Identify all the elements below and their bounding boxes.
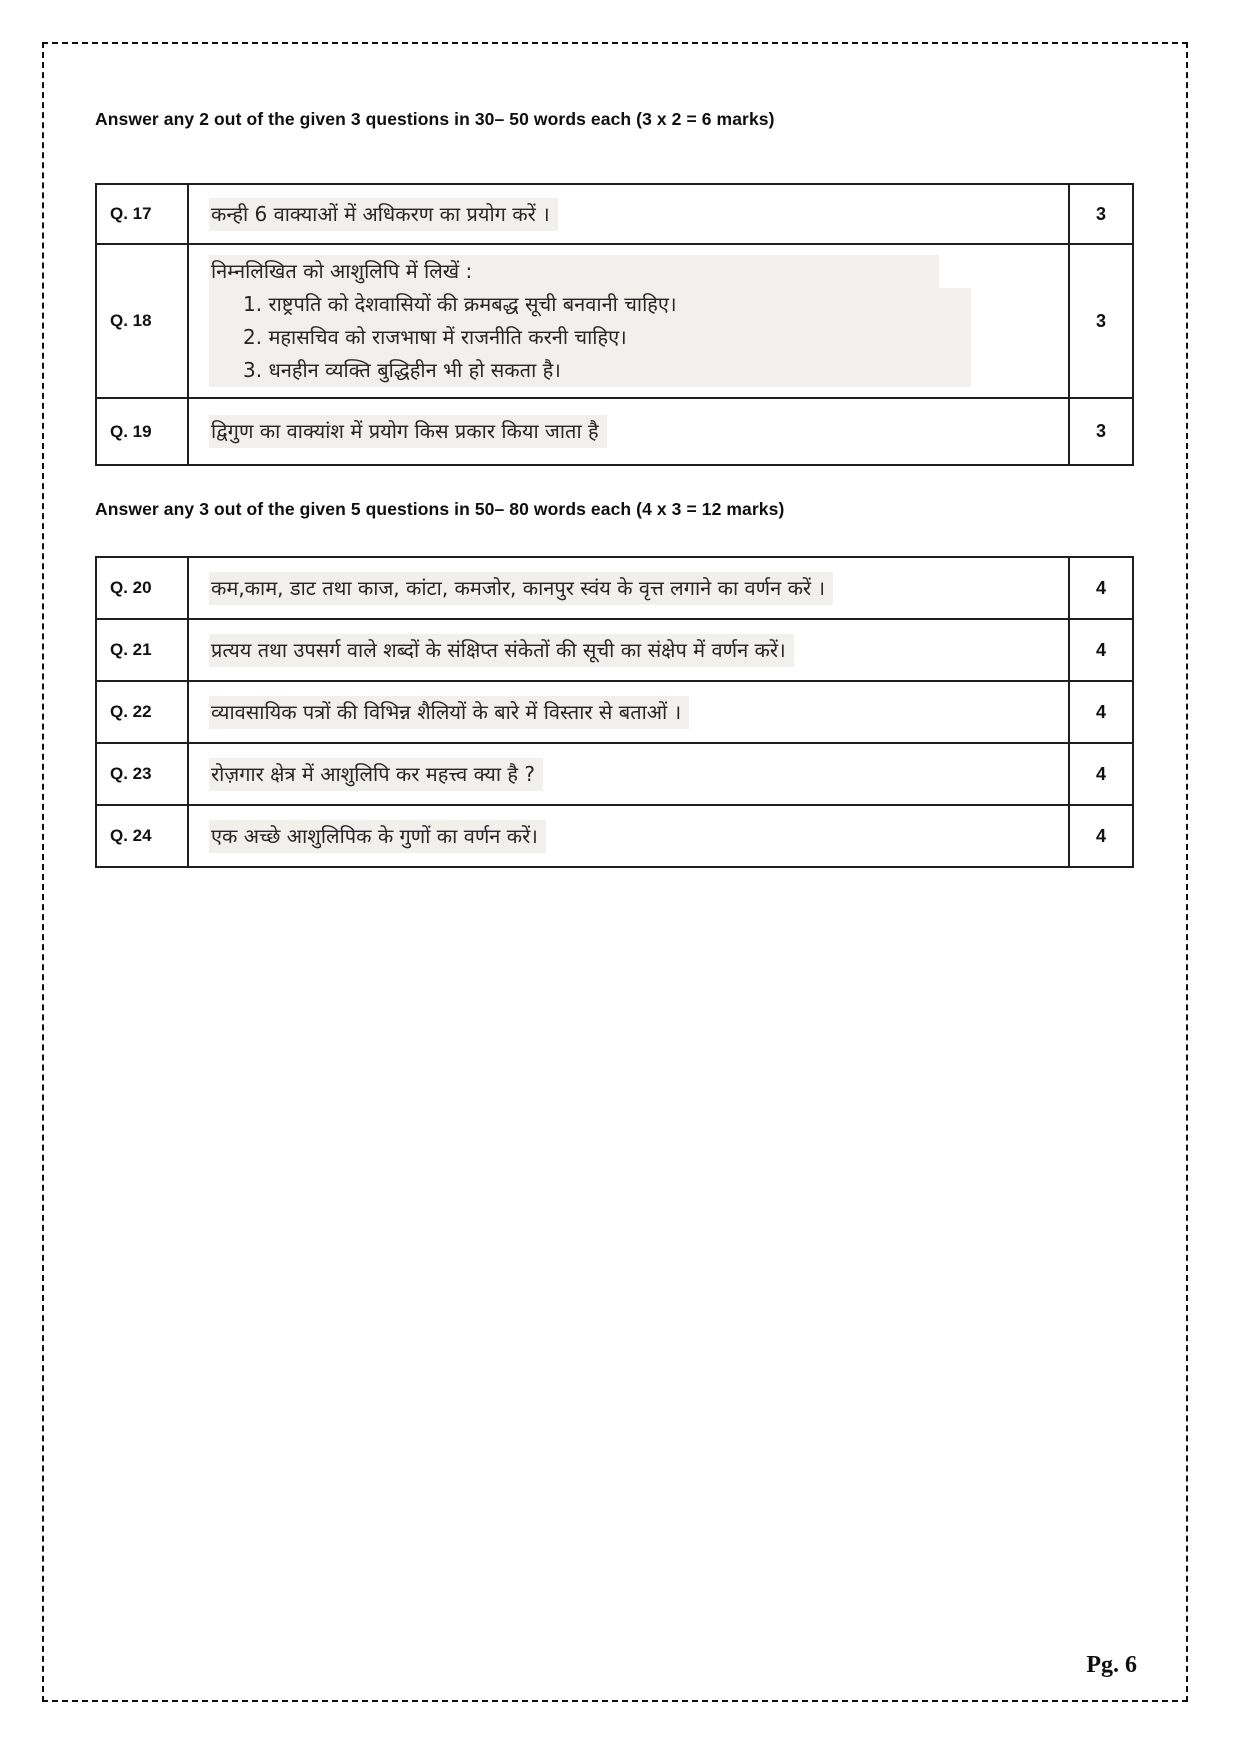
table-row-q22 [96, 681, 1133, 743]
question-text-line: द्विगुण का वाक्यांश में प्रयोग किस प्रकार किया जाता है [209, 415, 607, 448]
question-text-line: रोज़गार क्षेत्र में आशुलिपि कर महत्त्व क्या है ? [209, 758, 543, 791]
question-text-line: कम,काम, डाट तथा काज, कांटा, कमजोर, कानपुर स्वंय के वृत्त लगाने का वर्णन करें । [209, 572, 833, 605]
question-text [188, 681, 1069, 743]
section-heading-2: Answer any 3 out of the given 5 questions in 50– 80 words each (4 x 3 = 12 marks) [95, 499, 785, 519]
section-heading-1: Answer any 2 out of the given 3 questions in 30– 50 words each (3 x 2 = 6 marks) [95, 109, 775, 129]
question-text-line: व्यावसायिक पत्रों की विभिन्न शैलियों के बारे में विस्तार से बताओं । [209, 696, 689, 729]
question-text [188, 184, 1069, 244]
question-text [188, 557, 1069, 619]
question-text [188, 619, 1069, 681]
table-row-q20 [96, 557, 1133, 619]
table-row-q18 [96, 244, 1133, 398]
table-row-q17 [96, 184, 1133, 244]
question-text [188, 244, 1069, 398]
question-number: Q. 24 [96, 805, 188, 867]
table-row-q19 [96, 398, 1133, 465]
question-marks: 4 [1069, 619, 1133, 681]
page-content [95, 108, 1132, 868]
question-marks: 4 [1069, 805, 1133, 867]
question-text-line: निम्नलिखित को आशुलिपि में लिखें : [209, 255, 939, 288]
question-text-line: 2. महासचिव को राजभाषा में राजनीति करनी चाहिए। [209, 321, 971, 354]
question-table-1 [95, 183, 1134, 466]
question-number: Q. 20 [96, 557, 188, 619]
table-row-q21 [96, 619, 1133, 681]
question-text [188, 743, 1069, 805]
question-marks: 4 [1069, 557, 1133, 619]
question-marks: 4 [1069, 743, 1133, 805]
page-number: Pg. 6 [1086, 1652, 1137, 1678]
question-marks: 3 [1069, 244, 1133, 398]
question-text [188, 398, 1069, 465]
question-text-line: कन्ही 6 वाक्याओं में अधिकरण का प्रयोग करें । [209, 198, 558, 231]
question-number: Q. 23 [96, 743, 188, 805]
table-row-q24 [96, 805, 1133, 867]
question-number: Q. 18 [96, 244, 188, 398]
question-text-line: 1. राष्ट्रपति को देशवासियों की क्रमबद्ध सूची बनवानी चाहिए। [209, 288, 971, 321]
question-number: Q. 19 [96, 398, 188, 465]
question-text-line: 3. धनहीन व्यक्ति बुद्धिहीन भी हो सकता है। [209, 354, 971, 387]
question-number: Q. 22 [96, 681, 188, 743]
question-text [188, 805, 1069, 867]
question-number: Q. 17 [96, 184, 188, 244]
question-text-line: प्रत्यय तथा उपसर्ग वाले शब्दों के संक्षिप्त संकेतों की सूची का संक्षेप में वर्णन करें। [209, 634, 794, 667]
question-table-2 [95, 556, 1134, 868]
question-number: Q. 21 [96, 619, 188, 681]
question-marks: 3 [1069, 398, 1133, 465]
table-row-q23 [96, 743, 1133, 805]
question-marks: 4 [1069, 681, 1133, 743]
question-marks: 3 [1069, 184, 1133, 244]
question-text-line: एक अच्छे आशुलिपिक के गुणों का वर्णन करें। [209, 820, 546, 853]
